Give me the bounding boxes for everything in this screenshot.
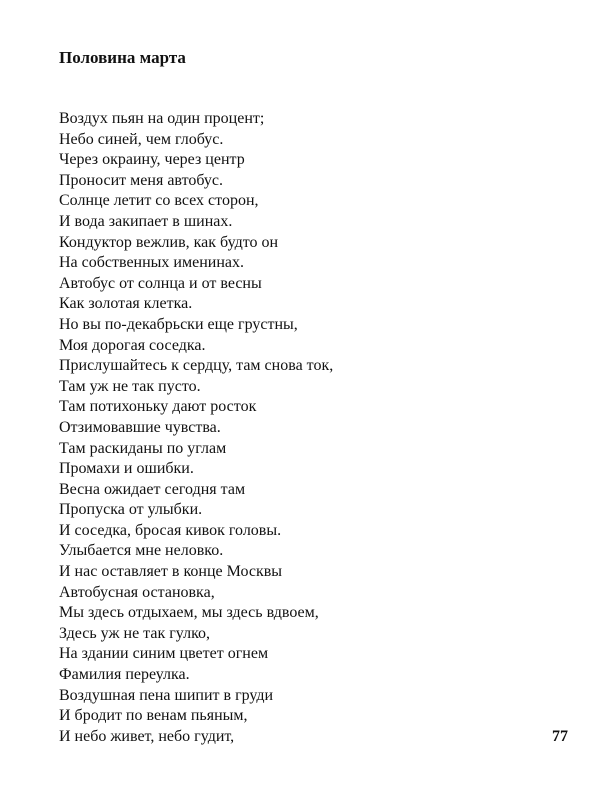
poem-line: Моя дорогая соседка. (59, 336, 206, 354)
poem-line: Проносит меня автобус. (59, 171, 223, 189)
poem-line: Там уж не так пусто. (59, 377, 201, 395)
poem-line: Солнце летит со всех сторон, (59, 192, 259, 210)
poem-line: Отзимовавшие чувства. (59, 418, 221, 436)
poem-line: Как золотая клетка. (59, 295, 193, 313)
poem-line: Воздушная пена шипит в груди (59, 686, 274, 704)
poem-line: Но вы по-декабрьски еще грустны, (59, 315, 298, 333)
page-number: 77 (552, 728, 568, 745)
poem-line: Мы здесь отдыхаем, мы здесь вдвоем, (59, 604, 319, 622)
poem-line: Прислушайтесь к сердцу, там снова ток, (59, 357, 334, 375)
poem-line: Через окраину, через центр (59, 151, 245, 169)
poem-line: Кондуктор вежлив, как будто он (59, 233, 279, 251)
poem-line: Небо синей, чем глобус. (59, 130, 224, 148)
poem-line: И бродит по венам пьяным, (59, 707, 248, 725)
poem-line: И небо живет, небо гудит, (59, 727, 235, 745)
poem-line: Автобусная остановка, (59, 583, 215, 601)
poem-line: Воздух пьян на один процент; (59, 110, 265, 127)
poem-line: Промахи и ошибки. (59, 460, 194, 478)
poem-line: Улыбается мне неловко. (59, 542, 224, 560)
poem-line: Там потихоньку дают росток (59, 398, 257, 416)
poem-line: Весна ожидает сегодня там (59, 480, 246, 498)
poem-line: На здании синим цветет огнем (59, 645, 269, 663)
poem-line: И нас оставляет в конце Москвы (59, 563, 283, 581)
poem-line: И вода закипает в шинах. (59, 212, 233, 230)
poem-body (59, 109, 333, 747)
poem-line: Автобус от солнца и от весны (59, 274, 262, 292)
poem-line: И соседка, бросая кивок головы. (59, 521, 282, 539)
poem-line: Там раскиданы по углам (59, 439, 227, 457)
poem-line: Здесь уж не так гулко, (59, 624, 211, 642)
poem-line: Пропуска от улыбки. (59, 501, 203, 519)
poem-title: Половина марта (59, 48, 186, 67)
poem-line: Фамилия переулка. (59, 666, 190, 684)
poem-line: На собственных именинах. (59, 254, 245, 272)
